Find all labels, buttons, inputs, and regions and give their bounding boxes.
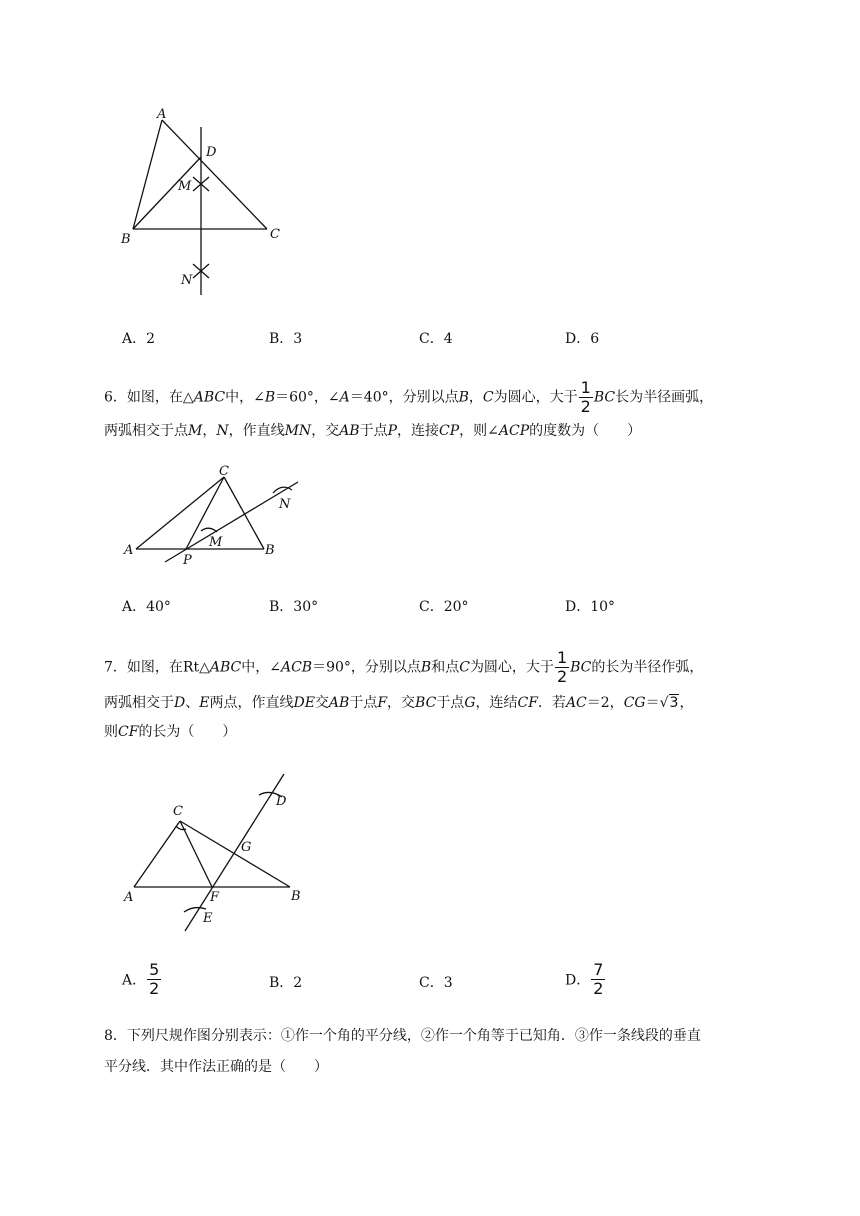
q6-line-1: 6．如图，在△ABC中，∠B＝60°，∠A＝40°，分别以点B，C为圆心，大于 $\frac{1}{2}$ BC长为半径画弧， bbox=[104, 378, 714, 416]
arc-mark-n bbox=[273, 487, 292, 493]
sqrt-3: √3 bbox=[659, 695, 679, 711]
q6-option-d[interactable]: D．10° bbox=[565, 599, 616, 615]
q8-number: 8． bbox=[104, 1028, 127, 1044]
figure-q6 bbox=[120, 460, 310, 570]
label-n: N bbox=[181, 273, 193, 288]
label-c: C bbox=[219, 464, 229, 479]
fraction-half: $\frac{1}{2}$ bbox=[556, 648, 568, 686]
q6-line-2: 两弧相交于点M，N，作直线MN，交AB于点P，连接CP，则∠ACP的度数为（ ） bbox=[104, 423, 642, 439]
segment-ac bbox=[162, 120, 267, 229]
line-mn bbox=[165, 482, 298, 562]
figure-q5 bbox=[110, 100, 310, 305]
label-a: A bbox=[157, 107, 167, 122]
fraction-5-2: $\frac{5}{2}$ bbox=[149, 960, 160, 998]
label-c: C bbox=[173, 804, 183, 819]
label-p: P bbox=[183, 553, 192, 568]
label-e: E bbox=[203, 911, 213, 926]
q6-option-b[interactable]: B．30° bbox=[269, 599, 319, 615]
q5-option-c[interactable]: C．4 bbox=[419, 331, 453, 347]
label-f: F bbox=[210, 890, 220, 905]
q7-option-c[interactable]: C．3 bbox=[419, 975, 453, 991]
q7-line-1: 7．如图，在Rt△ABC中，∠ACB＝90°，分别以点B和点C为圆心，大于 $\frac{1}{2}$ BC的长为半径作弧， bbox=[104, 648, 704, 686]
label-m: M bbox=[209, 535, 223, 550]
q7-option-b[interactable]: B．2 bbox=[269, 975, 303, 991]
label-c: C bbox=[270, 227, 280, 242]
figure-q7 bbox=[118, 765, 318, 937]
q6-number: 6． bbox=[104, 389, 127, 406]
q7-line-3: 则CF的长为（ ） bbox=[104, 724, 237, 740]
label-g: G bbox=[241, 840, 252, 855]
fraction-half: $\frac{1}{2}$ bbox=[580, 378, 591, 416]
label-b: B bbox=[265, 543, 275, 558]
q6-option-a[interactable]: A．40° bbox=[122, 599, 171, 615]
label-d: D bbox=[276, 794, 287, 809]
label-m: M bbox=[178, 179, 192, 194]
label-b: B bbox=[291, 889, 301, 904]
q7-line-2: 两弧相交于D、E两点，作直线DE交AB于点F，交BC于点G，连结CF．若AC＝2，CG＝√3， bbox=[104, 695, 694, 711]
label-b: B bbox=[121, 232, 131, 247]
q5-option-b[interactable]: B．3 bbox=[269, 331, 303, 347]
label-a: A bbox=[124, 543, 134, 558]
label-n: N bbox=[279, 497, 291, 512]
fraction-7-2: $\frac{7}{2}$ bbox=[593, 960, 604, 998]
q6-option-c[interactable]: C．20° bbox=[419, 599, 469, 615]
segment-ac bbox=[134, 821, 180, 887]
label-d: D bbox=[206, 145, 217, 160]
right-angle-mark bbox=[176, 826, 186, 830]
q8-line-1: 8．下列尺规作图分别表示：①作一个角的平分线，②作一个角等于已知角．③作一条线段的垂直 bbox=[104, 1028, 701, 1044]
q5-option-a[interactable]: A．2 bbox=[122, 331, 156, 347]
q7-option-d[interactable]: D． $\frac{7}{2}$ bbox=[565, 960, 604, 998]
q7-number: 7． bbox=[104, 659, 127, 676]
q5-option-d[interactable]: D．6 bbox=[565, 331, 600, 347]
q8-line-2: 平分线．其中作法正确的是（ ） bbox=[104, 1059, 328, 1075]
q7-option-a[interactable]: A． $\frac{5}{2}$ bbox=[122, 960, 160, 998]
segment-cb bbox=[224, 477, 264, 549]
segment-ab bbox=[133, 120, 162, 229]
label-a: A bbox=[124, 890, 134, 905]
